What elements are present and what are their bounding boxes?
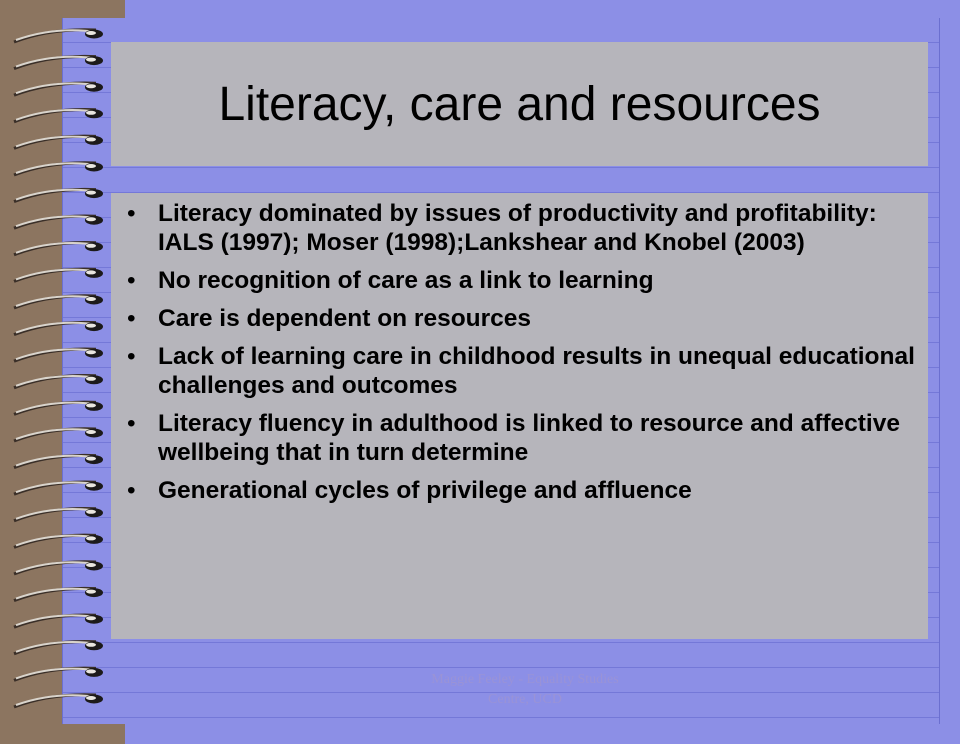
title-panel	[111, 42, 928, 166]
spiral-ring	[14, 588, 103, 601]
bullet-text: Literacy fluency in adulthood is linked to resource and affective wellbeing that in turn determine	[158, 410, 900, 466]
bullet-dot-icon: •	[127, 200, 136, 227]
spiral-ring	[14, 615, 103, 628]
bullet-text: Lack of learning care in childhood results in unequal educational challenges and outcomes	[158, 343, 915, 399]
bullet-dot-icon: •	[127, 267, 136, 294]
bullet-dot-icon: •	[127, 410, 136, 437]
spiral-ring	[14, 189, 103, 202]
spiral-ring	[14, 508, 103, 521]
bullet-dot-icon: •	[127, 343, 136, 370]
spiral-ring	[14, 562, 103, 575]
spiral-ring	[14, 429, 103, 442]
spiral-ring	[14, 668, 103, 681]
spiral-ring	[14, 56, 103, 69]
spiral-ring	[14, 163, 103, 176]
spiral-ring	[14, 30, 103, 43]
spiral-ring	[14, 109, 103, 122]
spiral-ring	[14, 83, 103, 96]
spiral-ring	[14, 242, 103, 255]
spiral-ring	[14, 136, 103, 149]
footer-text	[390, 670, 660, 710]
bullet-item	[125, 409, 918, 467]
spiral-ring	[14, 535, 103, 548]
bullet-item	[125, 199, 918, 257]
spiral-ring	[14, 455, 103, 468]
spiral-ring	[14, 269, 103, 282]
bullet-text: Literacy dominated by issues of productivity and profitability: IALS (1997); Moser (1998);Lankshear and Knobel (2003)	[158, 200, 877, 256]
spiral-ring	[14, 216, 103, 229]
bullet-text: Generational cycles of privilege and affluence	[158, 477, 692, 504]
spiral-ring	[14, 349, 103, 362]
footer-line-1: Maggie Feeley - Equality Studies	[431, 672, 619, 687]
bullet-dot-icon: •	[127, 477, 136, 504]
spiral-ring	[14, 402, 103, 415]
bullet-item	[125, 266, 918, 295]
spiral-ring	[14, 695, 103, 708]
spiral-ring	[14, 482, 103, 495]
footer-line-2: Centre, UCD	[488, 692, 562, 707]
spiral-ring	[14, 375, 103, 388]
slide-title: Literacy, care and resources	[218, 77, 821, 131]
spiral-ring	[14, 641, 103, 654]
spiral-binding-icon	[0, 0, 125, 744]
spiral-ring	[14, 322, 103, 335]
bullet-text: No recognition of care as a link to learning	[158, 267, 654, 294]
bullet-list	[125, 199, 918, 514]
bullet-item	[125, 342, 918, 400]
content-panel	[111, 193, 928, 639]
bullet-item	[125, 476, 918, 505]
bullet-dot-icon: •	[127, 305, 136, 332]
bullet-item	[125, 304, 918, 333]
spiral-ring	[14, 296, 103, 309]
bullet-text: Care is dependent on resources	[158, 305, 532, 332]
